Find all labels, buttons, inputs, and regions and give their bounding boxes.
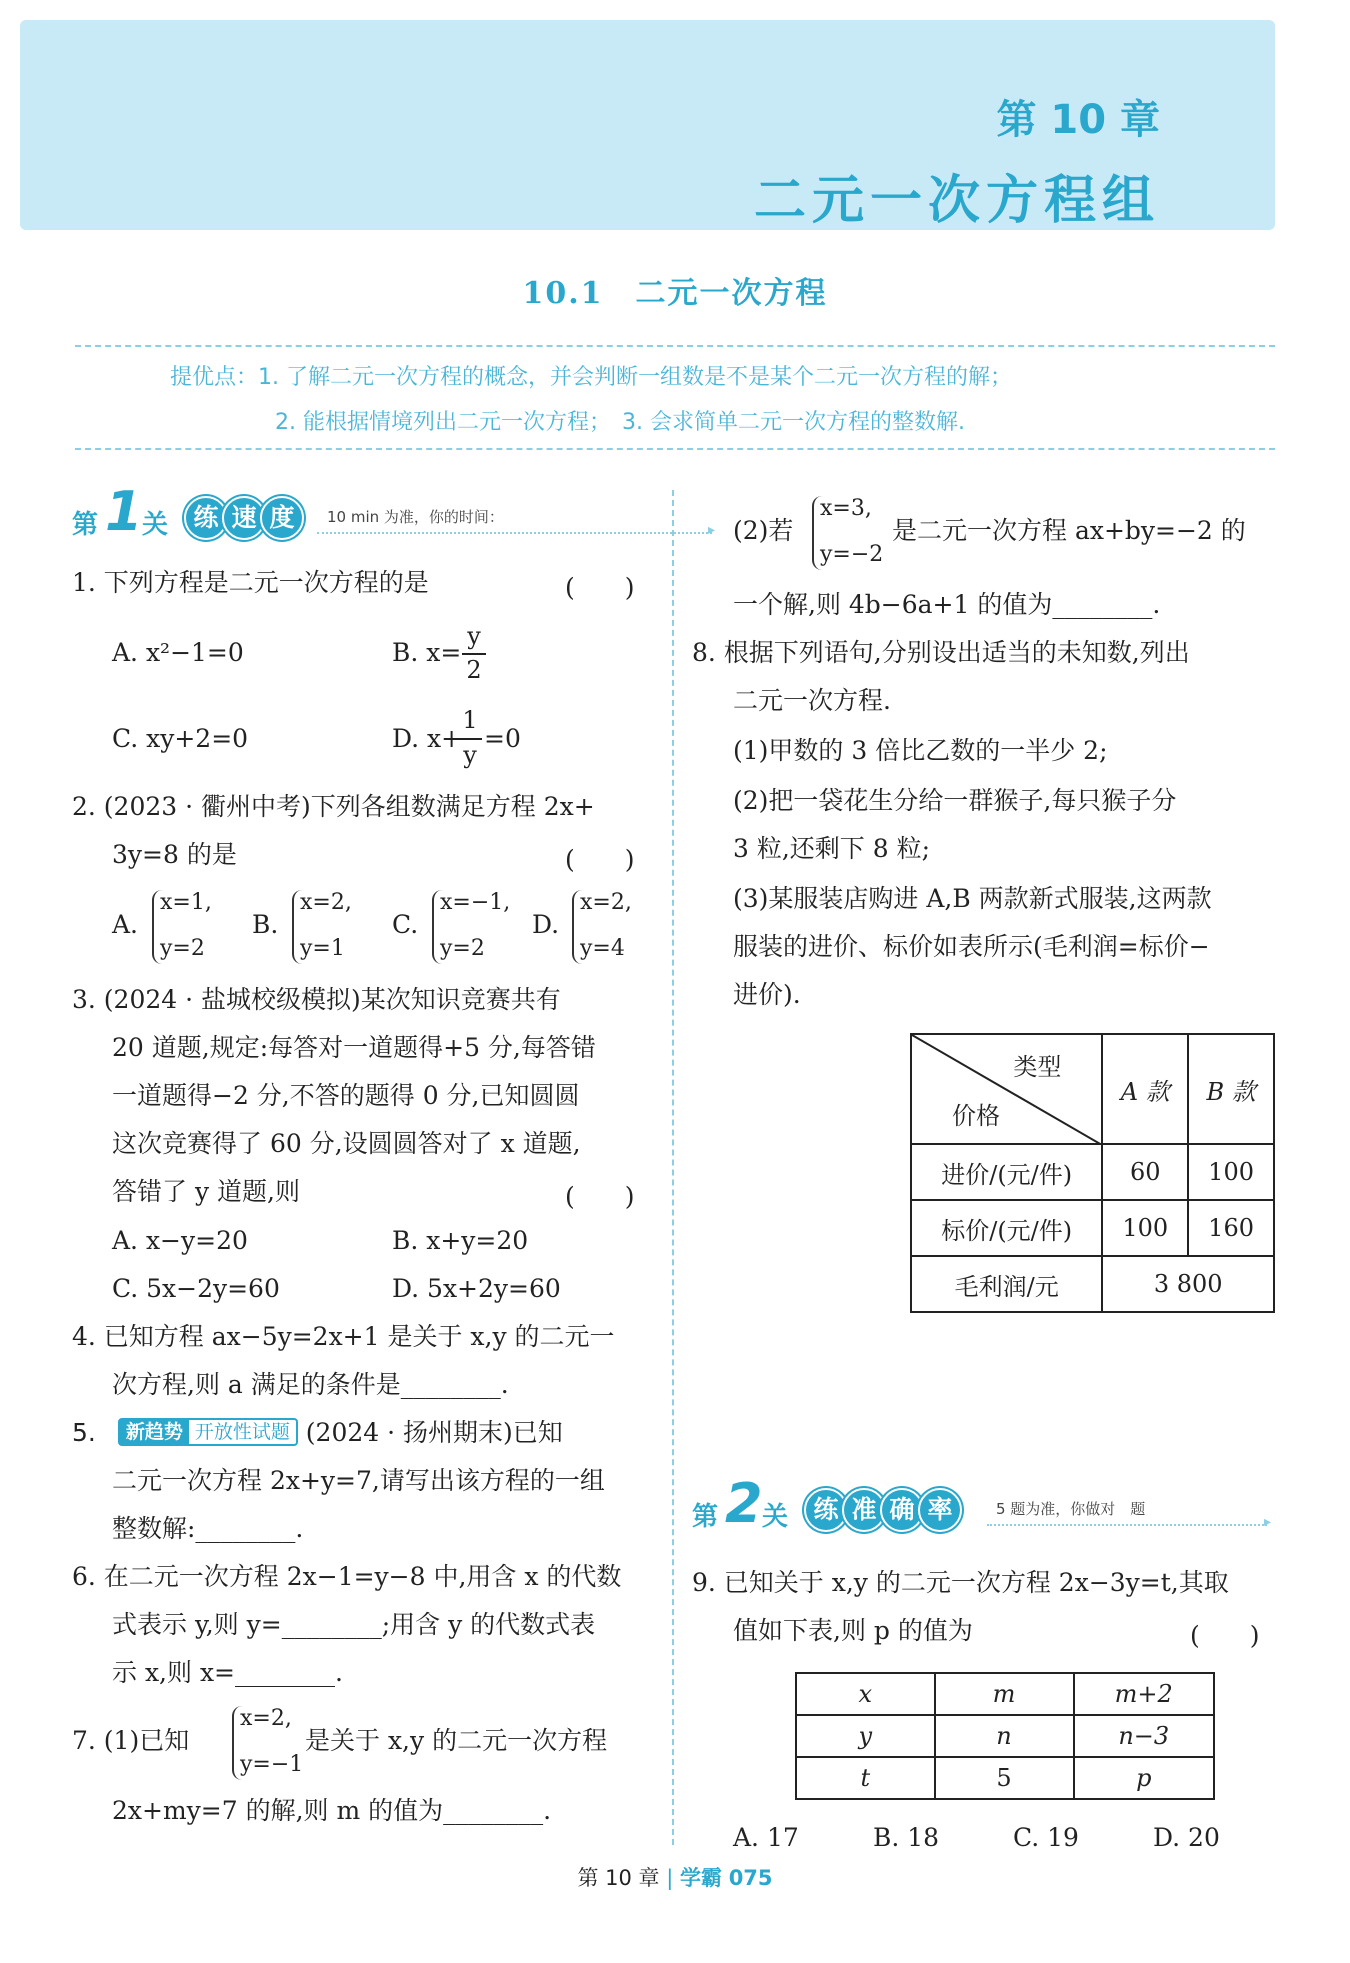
- level-2-header: [692, 1472, 1282, 1536]
- badge-char: 率: [918, 1488, 962, 1532]
- q3-stem-line-1: 3. (2024 · 盐城校级模拟)某次知识竞赛共有: [72, 985, 561, 1014]
- divider-top: [75, 345, 1275, 347]
- q7-part1-top: x=2,: [240, 1706, 292, 1731]
- q2-a-top: x=1,: [160, 890, 212, 915]
- q7-part1-line-2: 2x+my=7 的解,则 m 的值为________.: [112, 1796, 552, 1825]
- arrow-icon: ▸: [1264, 1514, 1272, 1530]
- badge-char: 确: [880, 1488, 924, 1532]
- goals-line-2: 2. 能根据情境列出二元一次方程； 3. 会求简单二元一次方程的整数解.: [275, 410, 965, 435]
- level-number: 1: [105, 480, 143, 543]
- table-row: [911, 1200, 1274, 1256]
- tag-open: 开放性试题: [194, 1421, 290, 1443]
- q2-option-d-label: D.: [532, 910, 560, 939]
- footer-separator: |: [666, 1866, 674, 1890]
- q2-option-a-label: A.: [112, 910, 139, 939]
- q6-stem-line-3: 示 x,则 x=________.: [112, 1658, 343, 1687]
- cell: 5: [935, 1757, 1074, 1799]
- q9-answer-paren: ( ): [1190, 1621, 1260, 1650]
- q3-stem-line-5: 答错了 y 道题,则: [112, 1177, 300, 1206]
- q9-option-b: B. 18: [873, 1823, 940, 1852]
- q1-d-numerator: 1: [462, 706, 478, 734]
- cell: n: [935, 1715, 1074, 1757]
- q8-price-table: [910, 1033, 1275, 1313]
- q6-stem-line-2: 式表示 y,则 y=________;用含 y 的代数式表: [112, 1610, 596, 1639]
- q5-source: (2024 · 扬州期末)已知: [305, 1418, 563, 1447]
- footer-brand: 学霸: [680, 1866, 722, 1890]
- q7-part2-pre: (2)若: [733, 516, 794, 545]
- level-2-note: 5 题为准，你做对 题: [996, 1500, 1146, 1518]
- cell: n−3: [1074, 1715, 1215, 1757]
- arrow-icon: ▸: [708, 522, 716, 538]
- q5-stem-line-2: 二元一次方程 2x+y=7,请写出该方程的一组: [112, 1466, 605, 1495]
- q1-option-c: C. xy+2=0: [112, 724, 249, 753]
- q9-stem-line-1: 9. 已知关于 x,y 的二元一次方程 2x−3y=t,其取: [692, 1568, 1229, 1597]
- row-label: 标价/(元/件): [911, 1200, 1102, 1256]
- q8-stem-line-2: 二元一次方程.: [733, 686, 891, 715]
- q2-stem-line-2: 3y=8 的是: [112, 840, 237, 869]
- cell: m+2: [1074, 1673, 1215, 1715]
- q2-c-top: x=−1,: [440, 890, 511, 915]
- q8-sub-3b: 服装的进价、标价如表所示(毛利润=标价−: [733, 932, 1210, 961]
- q3-stem-line-3: 一道题得−2 分,不答的题得 0 分,已知圆圆: [112, 1081, 580, 1110]
- table-header-b: B 款: [1188, 1034, 1274, 1144]
- q2-option-c-label: C.: [392, 910, 419, 939]
- q5-stem-line-3: 整数解:________.: [112, 1514, 304, 1543]
- level-di: 第: [692, 1502, 719, 1532]
- q7-part1-post: 是关于 x,y 的二元一次方程: [305, 1726, 608, 1755]
- fraction-bar: [462, 653, 486, 655]
- q2-b-bottom: y=1: [300, 936, 345, 961]
- table-row: [796, 1715, 1214, 1757]
- q5-tag: [118, 1418, 298, 1446]
- q2-c-bottom: y=2: [440, 936, 485, 961]
- divider-bottom: [75, 448, 1275, 450]
- badge-char: 速: [222, 496, 266, 540]
- row-label: 毛利润/元: [911, 1256, 1102, 1312]
- q1-option-b: B. x=: [392, 638, 462, 667]
- q2-b-top: x=2,: [300, 890, 352, 915]
- goals-line-1: 提优点：1. 了解二元一次方程的概念，并会判断一组数是不是某个二元一次方程的解；: [170, 365, 1012, 390]
- cell: p: [1074, 1757, 1215, 1799]
- cell-a: 100: [1102, 1200, 1188, 1256]
- corner-price-label: 价格: [952, 1102, 1000, 1130]
- q7-part2-bottom: y=−2: [820, 542, 884, 567]
- level-guan: 关: [142, 510, 169, 540]
- q2-answer-paren: ( ): [565, 845, 635, 874]
- diagonal-line: [912, 1035, 1102, 1145]
- chapter-number: 第 10 章: [996, 97, 1160, 143]
- q9-value-table: [795, 1672, 1215, 1800]
- level-number: 2: [725, 1472, 763, 1535]
- q8-sub-1: (1)甲数的 3 倍比乙数的一半少 2;: [733, 736, 1108, 765]
- cell: y: [796, 1715, 935, 1757]
- q9-stem-line-2: 值如下表,则 p 的值为: [733, 1616, 973, 1645]
- table-row: [911, 1256, 1274, 1312]
- badge-char: 练: [804, 1488, 848, 1532]
- cell-b: 100: [1188, 1144, 1274, 1200]
- table-corner-cell: [911, 1034, 1102, 1144]
- level-1-header: [72, 480, 716, 544]
- badge-char: 练: [184, 496, 228, 540]
- table-row: [796, 1673, 1214, 1715]
- q6-stem-line-1: 6. 在二元一次方程 2x−1=y−8 中,用含 x 的代数: [72, 1562, 622, 1591]
- table-row: [796, 1757, 1214, 1799]
- q5-stem-line-1: [72, 1418, 563, 1448]
- q9-option-d: D. 20: [1153, 1823, 1220, 1852]
- section-title: 10.1 二元一次方程: [522, 276, 828, 311]
- profit-value: 3 800: [1102, 1256, 1274, 1312]
- row-label: 进价/(元/件): [911, 1144, 1102, 1200]
- table-header-a: A 款: [1102, 1034, 1188, 1144]
- cell: m: [935, 1673, 1074, 1715]
- cell-a: 60: [1102, 1144, 1188, 1200]
- q7-part1-pre: 7. (1)已知: [72, 1726, 190, 1755]
- q1-option-d: D. x+: [392, 724, 463, 753]
- table-row: [911, 1144, 1274, 1200]
- column-divider: [672, 490, 674, 1845]
- page-footer: [0, 1862, 1350, 1892]
- q9-option-a: A. 17: [733, 1823, 799, 1852]
- q2-d-top: x=2,: [580, 890, 632, 915]
- q7-part2-post: 是二元一次方程 ax+by=−2 的: [892, 516, 1246, 545]
- cell: t: [796, 1757, 935, 1799]
- q1-d-post: =0: [484, 724, 521, 753]
- q1-answer-paren: ( ): [565, 573, 635, 602]
- fraction-bar: [458, 738, 482, 740]
- q8-sub-3c: 进价).: [733, 980, 801, 1009]
- q4-stem-line-2: 次方程,则 a 满足的条件是________.: [112, 1370, 509, 1399]
- q1-option-a: A. x²−1=0: [112, 638, 244, 667]
- q3-option-d: D. 5x+2y=60: [392, 1274, 561, 1303]
- badge-char: 准: [842, 1488, 886, 1532]
- badge-char: 度: [260, 496, 304, 540]
- q3-option-b: B. x+y=20: [392, 1226, 529, 1255]
- chapter-title: 二元一次方程组: [753, 171, 1160, 231]
- level-2-badge: [804, 1488, 956, 1532]
- q1-stem: 1. 下列方程是二元一次方程的是: [72, 568, 429, 597]
- q3-option-c: C. 5x−2y=60: [112, 1274, 280, 1303]
- q7-part2-line-2: 一个解,则 4b−6a+1 的值为________.: [733, 590, 1161, 619]
- q2-stem-line-1: 2. (2023 · 衢州中考)下列各组数满足方程 2x+: [72, 792, 595, 821]
- q5-number: 5.: [72, 1418, 96, 1447]
- q1-d-denominator: y: [463, 741, 477, 769]
- cell: x: [796, 1673, 935, 1715]
- q9-option-c: C. 19: [1013, 1823, 1079, 1852]
- tag-trend: 新趋势: [120, 1420, 189, 1444]
- q3-answer-paren: ( ): [565, 1182, 635, 1211]
- footer-chapter: 第 10 章: [577, 1866, 660, 1890]
- q3-option-a: A. x−y=20: [112, 1226, 248, 1255]
- level-di: 第: [72, 510, 99, 540]
- q1-b-denominator: 2: [466, 656, 482, 684]
- cell-b: 160: [1188, 1200, 1274, 1256]
- q8-sub-2b: 3 粒,还剩下 8 粒;: [733, 834, 931, 863]
- level-1-dotline: [317, 532, 712, 534]
- q7-part2-top: x=3,: [820, 496, 872, 521]
- level-1-note: 10 min 为准，你的时间：: [327, 508, 504, 526]
- level-1-badge: [184, 496, 298, 540]
- q3-stem-line-4: 这次竞赛得了 60 分,设圆圆答对了 x 道题,: [112, 1129, 581, 1158]
- q4-stem-line-1: 4. 已知方程 ax−5y=2x+1 是关于 x,y 的二元一: [72, 1322, 615, 1351]
- q1-b-numerator: y: [467, 622, 481, 650]
- corner-type-label: 类型: [1013, 1053, 1062, 1081]
- q2-option-b-label: B.: [252, 910, 279, 939]
- q2-d-bottom: y=4: [580, 936, 625, 961]
- q8-sub-2a: (2)把一袋花生分给一群猴子,每只猴子分: [733, 786, 1177, 815]
- q8-stem-line-1: 8. 根据下列语句,分别设出适当的未知数,列出: [692, 638, 1190, 667]
- q3-stem-line-2: 20 道题,规定:每答对一道题得+5 分,每答错: [112, 1033, 596, 1062]
- q8-sub-3a: (3)某服装店购进 A,B 两款新式服装,这两款: [733, 884, 1212, 913]
- chapter-banner: [20, 20, 1275, 230]
- q7-part1-bottom: y=−1: [240, 1752, 304, 1777]
- page-number: 075: [728, 1866, 773, 1890]
- level-guan: 关: [762, 1502, 789, 1532]
- level-2-dotline: [987, 1524, 1267, 1526]
- q2-a-bottom: y=2: [160, 936, 205, 961]
